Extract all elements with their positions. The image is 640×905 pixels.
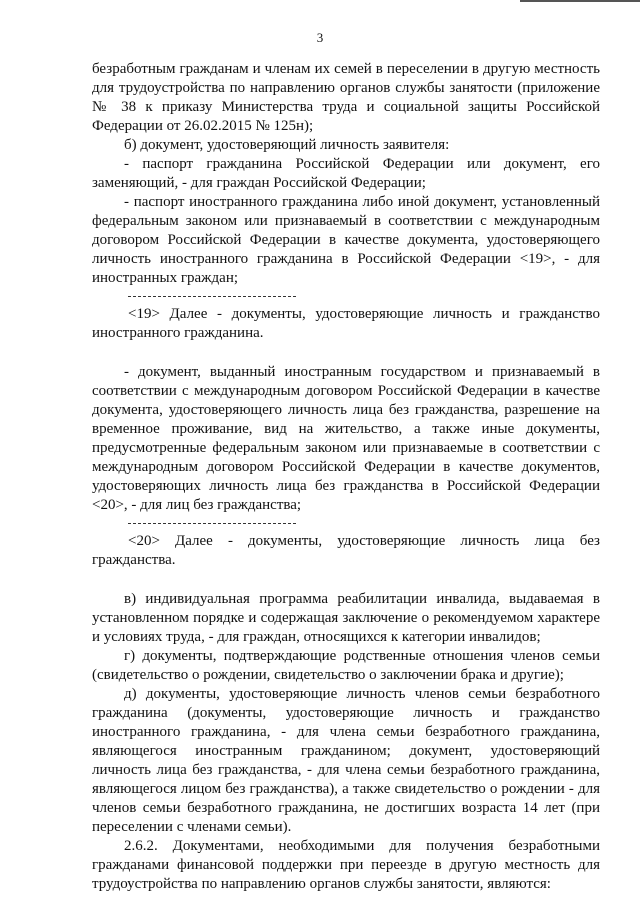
footnote-19: <19> Далее - документы, удостоверяющие личность и гражданство иностранного гражданина. bbox=[92, 306, 600, 341]
paragraph-intro: безработным гражданам и членам их семей в переселении в другую местность для трудоустройства по направлению органов службы занятости (приложение № 38 к приказу Министерства труда и социальной защиты Российской Федерации от 26.02.2015 № 125н); bbox=[92, 61, 600, 134]
page-number: 3 bbox=[316, 30, 324, 45]
paragraph-section-2-6-2: 2.6.2. Документами, необходимыми для получения безработными гражданами финансовой поддержки при переезде в другую местность для трудоустройства по направлению органов службы занятости, являются: bbox=[92, 838, 600, 892]
footnote-separator bbox=[128, 296, 296, 297]
paragraph-stateless-document: - документ, выданный иностранным государством и признаваемый в соответствии с международным договором Российской Федерации в качестве документа, удостоверяющего личность лица без гражданства, разрешение на временное проживание, вид на жительство, а также иные документы, предусмотренные федеральным законом или признаваемые в соответствии с международным договором Российской Федерации в качестве документов, удостоверяющих личность лица без гражданства в Российской Федерации <20>, - для лиц без гражданства; bbox=[92, 364, 600, 513]
paragraph-passport-rf: - паспорт гражданина Российской Федерации или документ, его заменяющий, - для граждан Российской Федерации; bbox=[92, 156, 600, 191]
footnote-20: <20> Далее - документы, удостоверяющие личность лица без гражданства. bbox=[92, 533, 600, 568]
top-edge-rule bbox=[520, 0, 640, 2]
paragraph-item-v: в) индивидуальная программа реабилитации инвалида, выдаваемая в установленном порядке и содержащая заключение о рекомендуемом характере и условиях труда, - для граждан, относящихся к категории инвалидов; bbox=[92, 591, 600, 645]
paragraph-item-d: д) документы, удостоверяющие личность членов семьи безработного гражданина (документы, удостоверяющие личность и гражданство иностранного гражданина, - для члена семьи безработного гражданина, являющегося иностранным гражданином; документ, удостоверяющий личность лица без гражданства, - для члена семьи безработного гражданина, являющегося лицом без гражданства), а также свидетельство о рождении - для членов семьи безработного гражданина, не достигших возраста 14 лет (при переселении с членами семьи). bbox=[92, 686, 600, 835]
paragraph-item-g: г) документы, подтверждающие родственные отношения членов семьи (свидетельство о рождении, свидетельство о заключении брака и другие); bbox=[92, 648, 600, 683]
document-body bbox=[92, 60, 600, 894]
footnote-separator bbox=[128, 523, 296, 524]
paragraph-passport-foreign: - паспорт иностранного гражданина либо иной документ, установленный федеральным законом или признаваемый в соответствии с международным договором Российской Федерации в качестве документа, удостоверяющего личность иностранного гражданина в Российской Федерации <19>, - для иностранных граждан; bbox=[92, 194, 600, 286]
paragraph-item-b: б) документ, удостоверяющий личность заявителя: bbox=[124, 137, 450, 153]
